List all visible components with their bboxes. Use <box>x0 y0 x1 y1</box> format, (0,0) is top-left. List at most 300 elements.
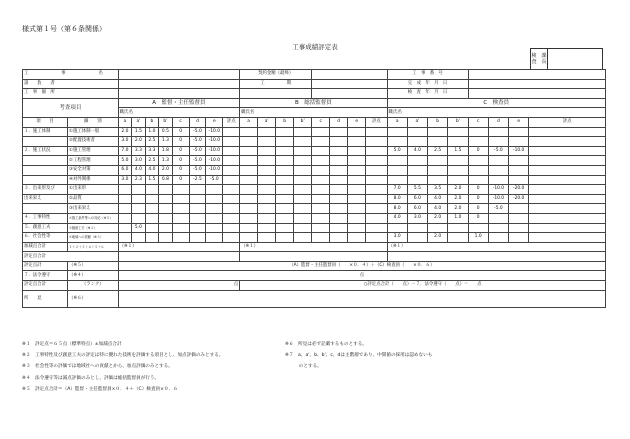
score-cell-c[interactable] <box>529 185 606 195</box>
score-cell-b[interactable] <box>348 175 366 185</box>
score-cell-b[interactable] <box>276 127 294 137</box>
score-cell-c[interactable]: 0 <box>468 146 488 156</box>
score-cell-c[interactable]: 2.0 <box>428 213 448 223</box>
score-cell-b[interactable] <box>312 213 330 223</box>
score-cell-a[interactable]: -5.0 <box>206 175 223 185</box>
score-cell-a[interactable]: 2.0 <box>159 165 173 175</box>
score-cell-b[interactable] <box>276 194 294 204</box>
score-cell-c[interactable]: -5.0 <box>488 146 508 156</box>
score-cell-b[interactable] <box>294 127 312 137</box>
score-cell-a[interactable]: 0 <box>172 137 189 147</box>
score-cell-b[interactable] <box>330 156 348 166</box>
score-cell-a[interactable]: 5.0 <box>132 223 146 233</box>
score-cell-c[interactable] <box>387 223 407 233</box>
score-cell-a[interactable] <box>145 194 159 204</box>
score-cell-c[interactable]: 0 <box>468 213 488 223</box>
group-b-shokuin[interactable]: 職氏名 <box>240 108 387 118</box>
score-cell-c[interactable]: 6.0 <box>407 194 427 204</box>
score-cell-c[interactable]: 2.0 <box>448 185 468 195</box>
score-cell-b[interactable] <box>240 175 258 185</box>
score-cell-c[interactable] <box>448 233 468 243</box>
score-cell-a[interactable]: 2.0 <box>118 127 132 137</box>
score-cell-c[interactable] <box>428 156 448 166</box>
score-cell-c[interactable]: 4.0 <box>428 204 448 214</box>
hosei-value[interactable]: 点 <box>118 271 605 281</box>
score-cell-a[interactable]: 3.3 <box>145 146 159 156</box>
score-cell-a[interactable]: 7.0 <box>118 146 132 156</box>
score-cell-c[interactable] <box>529 204 606 214</box>
score-cell-c[interactable] <box>529 175 606 185</box>
score-cell-b[interactable] <box>348 213 366 223</box>
value-koji-bango[interactable] <box>468 70 605 80</box>
score-cell-c[interactable] <box>529 156 606 166</box>
score-cell-c[interactable] <box>468 175 488 185</box>
score-cell-a[interactable] <box>206 194 223 204</box>
score-cell-a[interactable] <box>159 185 173 195</box>
score-cell-b[interactable] <box>312 146 330 156</box>
score-cell-c[interactable]: -10.0 <box>488 185 508 195</box>
score-cell-b[interactable] <box>276 213 294 223</box>
score-cell-b[interactable] <box>312 156 330 166</box>
score-cell-b[interactable] <box>294 146 312 156</box>
score-cell-a[interactable] <box>189 223 206 233</box>
score-cell-a[interactable]: 2.0 <box>132 137 146 147</box>
score-cell-c[interactable]: -10.0 <box>509 146 529 156</box>
score-cell-b[interactable] <box>294 185 312 195</box>
score-cell-b[interactable] <box>240 127 258 137</box>
score-cell-a[interactable]: 2.5 <box>145 137 159 147</box>
score-cell-b[interactable] <box>366 137 387 147</box>
kasan-a[interactable]: （※１） <box>118 242 240 252</box>
score-cell-b[interactable] <box>240 185 258 195</box>
score-cell-b[interactable] <box>276 137 294 147</box>
score-cell-c[interactable] <box>488 127 508 137</box>
score-cell-c[interactable] <box>407 175 427 185</box>
score-cell-a[interactable]: 1.8 <box>159 146 173 156</box>
score-cell-b[interactable] <box>348 185 366 195</box>
score-cell-b[interactable] <box>312 204 330 214</box>
kasan-c[interactable]: （※１） <box>387 242 605 252</box>
score-cell-a[interactable] <box>132 185 146 195</box>
score-cell-c[interactable] <box>428 223 448 233</box>
score-cell-a[interactable]: 0 <box>172 175 189 185</box>
score-cell-a[interactable] <box>145 213 159 223</box>
score-cell-b[interactable] <box>258 213 276 223</box>
score-cell-a[interactable]: 1.5 <box>145 175 159 185</box>
score-cell-a[interactable] <box>189 204 206 214</box>
approval-stamp-area[interactable] <box>548 49 603 70</box>
score-cell-a[interactable]: 0.5 <box>159 127 173 137</box>
score-cell-c[interactable] <box>387 127 407 137</box>
score-cell-b[interactable] <box>294 213 312 223</box>
score-cell-a[interactable] <box>223 175 240 185</box>
score-cell-c[interactable] <box>468 127 488 137</box>
score-cell-b[interactable] <box>312 233 330 243</box>
value-kensa[interactable] <box>468 89 605 99</box>
score-cell-b[interactable] <box>312 175 330 185</box>
score-cell-a[interactable]: -5.0 <box>189 127 206 137</box>
score-cell-c[interactable] <box>529 146 606 156</box>
score-cell-b[interactable] <box>330 146 348 156</box>
score-cell-b[interactable] <box>330 223 348 233</box>
score-cell-a[interactable] <box>118 223 132 233</box>
score-cell-b[interactable] <box>330 204 348 214</box>
score-cell-c[interactable] <box>468 137 488 147</box>
score-cell-c[interactable] <box>448 137 468 147</box>
score-cell-b[interactable] <box>258 233 276 243</box>
score-cell-a[interactable]: -10.0 <box>206 137 223 147</box>
total-value[interactable]: 点 <box>118 281 240 291</box>
score-cell-a[interactable] <box>206 223 223 233</box>
score-cell-a[interactable] <box>223 165 240 175</box>
score-cell-c[interactable] <box>509 165 529 175</box>
score-cell-b[interactable] <box>240 137 258 147</box>
score-cell-a[interactable]: -10.0 <box>206 165 223 175</box>
score-cell-b[interactable] <box>276 175 294 185</box>
score-cell-c[interactable]: 5.0 <box>387 146 407 156</box>
score-cell-a[interactable] <box>223 146 240 156</box>
score-cell-b[interactable] <box>348 233 366 243</box>
score-cell-a[interactable] <box>206 204 223 214</box>
score-cell-a[interactable] <box>118 185 132 195</box>
score-cell-a[interactable]: 1.5 <box>132 127 146 137</box>
score-cell-c[interactable] <box>488 233 508 243</box>
score-cell-b[interactable] <box>330 233 348 243</box>
score-cell-c[interactable] <box>509 213 529 223</box>
score-cell-c[interactable]: 3.0 <box>407 213 427 223</box>
score-cell-b[interactable] <box>258 137 276 147</box>
score-cell-a[interactable] <box>145 204 159 214</box>
score-cell-c[interactable]: 0 <box>468 204 488 214</box>
score-cell-c[interactable]: 6.0 <box>407 204 427 214</box>
value-koki[interactable] <box>312 79 387 89</box>
score-cell-c[interactable] <box>387 156 407 166</box>
score-cell-c[interactable] <box>448 165 468 175</box>
score-cell-c[interactable] <box>509 156 529 166</box>
score-cell-a[interactable] <box>118 213 132 223</box>
score-cell-a[interactable]: -5.0 <box>189 137 206 147</box>
score-cell-a[interactable] <box>118 194 132 204</box>
score-cell-b[interactable] <box>294 233 312 243</box>
score-cell-b[interactable] <box>366 146 387 156</box>
score-cell-a[interactable] <box>223 185 240 195</box>
score-cell-b[interactable] <box>276 185 294 195</box>
value-kansei[interactable] <box>468 79 605 89</box>
score-cell-a[interactable]: -10.0 <box>206 156 223 166</box>
score-cell-c[interactable] <box>407 137 427 147</box>
score-cell-a[interactable] <box>172 233 189 243</box>
score-cell-b[interactable] <box>276 156 294 166</box>
score-cell-c[interactable] <box>448 127 468 137</box>
score-cell-c[interactable]: 2.0 <box>448 194 468 204</box>
score-cell-c[interactable] <box>468 156 488 166</box>
score-cell-a[interactable] <box>118 233 132 243</box>
score-cell-a[interactable]: 4.0 <box>145 165 159 175</box>
score-cell-c[interactable] <box>407 233 427 243</box>
score-cell-a[interactable]: 1.3 <box>159 137 173 147</box>
score-cell-c[interactable] <box>488 213 508 223</box>
score-cell-b[interactable] <box>240 146 258 156</box>
score-cell-c[interactable] <box>529 165 606 175</box>
score-cell-c[interactable]: 4.0 <box>407 146 427 156</box>
score-cell-b[interactable] <box>366 204 387 214</box>
score-cell-b[interactable] <box>348 165 366 175</box>
score-cell-a[interactable]: 0 <box>172 127 189 137</box>
score-cell-c[interactable]: -20.0 <box>509 185 529 195</box>
score-cell-b[interactable] <box>240 223 258 233</box>
score-cell-a[interactable] <box>172 213 189 223</box>
score-cell-a[interactable]: 0.8 <box>159 175 173 185</box>
score-cell-b[interactable] <box>312 223 330 233</box>
score-cell-b[interactable] <box>294 137 312 147</box>
score-cell-a[interactable] <box>159 194 173 204</box>
score-cell-c[interactable] <box>529 137 606 147</box>
score-cell-b[interactable] <box>348 146 366 156</box>
score-cell-a[interactable]: -10.0 <box>206 146 223 156</box>
score-cell-b[interactable] <box>366 185 387 195</box>
score-cell-c[interactable]: 3.5 <box>428 185 448 195</box>
score-cell-a[interactable] <box>132 213 146 223</box>
score-cell-a[interactable] <box>206 213 223 223</box>
score-cell-a[interactable] <box>159 213 173 223</box>
score-cell-c[interactable] <box>448 156 468 166</box>
score-cell-a[interactable] <box>189 194 206 204</box>
score-cell-a[interactable] <box>159 204 173 214</box>
score-cell-b[interactable] <box>240 213 258 223</box>
score-cell-b[interactable] <box>258 165 276 175</box>
score-cell-b[interactable] <box>258 175 276 185</box>
score-cell-a[interactable]: 0 <box>172 146 189 156</box>
score-cell-a[interactable] <box>223 156 240 166</box>
score-cell-c[interactable] <box>509 175 529 185</box>
score-cell-b[interactable] <box>258 185 276 195</box>
score-cell-b[interactable] <box>348 156 366 166</box>
score-cell-a[interactable]: 3.3 <box>132 146 146 156</box>
score-cell-c[interactable] <box>428 165 448 175</box>
score-cell-c[interactable] <box>407 127 427 137</box>
score-cell-c[interactable]: 3.0 <box>387 233 407 243</box>
score-cell-a[interactable] <box>172 204 189 214</box>
score-cell-b[interactable] <box>330 165 348 175</box>
score-cell-b[interactable] <box>312 165 330 175</box>
score-cell-b[interactable] <box>330 175 348 185</box>
group-c-shokuin[interactable]: 職氏名 <box>387 108 605 118</box>
score-cell-a[interactable] <box>132 204 146 214</box>
score-cell-c[interactable]: 0 <box>468 194 488 204</box>
score-cell-c[interactable] <box>509 137 529 147</box>
score-cell-a[interactable]: 0 <box>172 165 189 175</box>
score-cell-b[interactable] <box>366 156 387 166</box>
score-cell-a[interactable]: 2.5 <box>145 156 159 166</box>
score-cell-c[interactable] <box>407 165 427 175</box>
score-cell-c[interactable] <box>387 137 407 147</box>
score-cell-a[interactable] <box>118 204 132 214</box>
score-cell-c[interactable] <box>488 137 508 147</box>
score-cell-a[interactable] <box>223 213 240 223</box>
score-cell-a[interactable]: 3.0 <box>118 137 132 147</box>
score-cell-c[interactable] <box>468 165 488 175</box>
score-cell-b[interactable] <box>348 204 366 214</box>
score-cell-a[interactable]: -2.5 <box>189 175 206 185</box>
score-cell-a[interactable] <box>172 185 189 195</box>
score-cell-c[interactable]: 4.0 <box>428 194 448 204</box>
score-cell-a[interactable]: 5.0 <box>118 156 132 166</box>
score-cell-b[interactable] <box>258 204 276 214</box>
score-cell-a[interactable] <box>132 233 146 243</box>
score-cell-c[interactable] <box>387 175 407 185</box>
score-cell-b[interactable] <box>294 165 312 175</box>
score-cell-b[interactable] <box>240 156 258 166</box>
score-cell-a[interactable]: 3.0 <box>132 156 146 166</box>
score-cell-a[interactable] <box>189 233 206 243</box>
score-cell-a[interactable] <box>206 233 223 243</box>
score-cell-c[interactable] <box>529 233 606 243</box>
score-cell-c[interactable] <box>407 156 427 166</box>
score-cell-b[interactable] <box>240 194 258 204</box>
score-cell-b[interactable] <box>240 233 258 243</box>
score-cell-c[interactable] <box>488 156 508 166</box>
score-cell-a[interactable] <box>145 223 159 233</box>
shoken-input[interactable] <box>118 290 605 307</box>
score-cell-b[interactable] <box>294 194 312 204</box>
score-cell-c[interactable] <box>428 127 448 137</box>
score-cell-a[interactable]: -5.0 <box>189 156 206 166</box>
score-cell-b[interactable] <box>276 204 294 214</box>
score-cell-c[interactable] <box>448 175 468 185</box>
score-cell-c[interactable]: -10.0 <box>488 194 508 204</box>
value-koji-mei[interactable] <box>118 70 240 80</box>
score-cell-c[interactable]: 8.0 <box>387 204 407 214</box>
score-cell-c[interactable] <box>529 223 606 233</box>
value-ukeoisha[interactable] <box>118 79 240 89</box>
score-cell-a[interactable] <box>172 194 189 204</box>
score-cell-c[interactable] <box>448 223 468 233</box>
score-cell-a[interactable]: -5.0 <box>189 146 206 156</box>
score-cell-b[interactable] <box>294 204 312 214</box>
score-cell-c[interactable]: 5.5 <box>407 185 427 195</box>
score-cell-a[interactable] <box>159 233 173 243</box>
score-cell-a[interactable] <box>223 137 240 147</box>
score-cell-a[interactable] <box>145 233 159 243</box>
score-cell-c[interactable] <box>529 127 606 137</box>
value-koji-kasho-ext[interactable] <box>240 89 312 99</box>
score-cell-c[interactable] <box>428 137 448 147</box>
score-cell-a[interactable]: 4.0 <box>132 165 146 175</box>
score-cell-b[interactable] <box>258 156 276 166</box>
score-cell-b[interactable] <box>366 127 387 137</box>
score-cell-c[interactable]: 2.5 <box>428 146 448 156</box>
score-cell-b[interactable] <box>366 175 387 185</box>
score-cell-b[interactable] <box>348 137 366 147</box>
score-cell-b[interactable] <box>294 223 312 233</box>
score-cell-c[interactable]: 7.0 <box>387 185 407 195</box>
score-cell-b[interactable] <box>366 233 387 243</box>
score-cell-c[interactable]: 4.0 <box>387 213 407 223</box>
score-cell-a[interactable] <box>223 223 240 233</box>
score-cell-a[interactable] <box>172 223 189 233</box>
score-cell-c[interactable] <box>509 204 529 214</box>
score-cell-c[interactable] <box>428 175 448 185</box>
score-cell-b[interactable] <box>366 194 387 204</box>
score-cell-a[interactable] <box>223 233 240 243</box>
score-cell-b[interactable] <box>330 127 348 137</box>
score-cell-a[interactable] <box>206 185 223 195</box>
score-cell-c[interactable]: 2.0 <box>448 204 468 214</box>
score-cell-b[interactable] <box>312 127 330 137</box>
score-cell-c[interactable] <box>529 213 606 223</box>
score-cell-a[interactable] <box>223 194 240 204</box>
score-cell-c[interactable]: 1.0 <box>448 213 468 223</box>
score-cell-a[interactable]: 1.0 <box>145 127 159 137</box>
value-keiyaku-kingaku[interactable] <box>312 70 387 80</box>
score-cell-c[interactable] <box>387 165 407 175</box>
score-cell-b[interactable] <box>348 223 366 233</box>
score-cell-c[interactable] <box>509 223 529 233</box>
score-cell-b[interactable] <box>276 165 294 175</box>
score-cell-c[interactable] <box>407 223 427 233</box>
hyotei-a[interactable] <box>118 252 240 262</box>
score-cell-a[interactable]: 3.0 <box>118 175 132 185</box>
score-cell-c[interactable] <box>529 194 606 204</box>
score-cell-a[interactable] <box>189 185 206 195</box>
score-cell-a[interactable] <box>132 194 146 204</box>
score-cell-c[interactable]: -20.0 <box>509 194 529 204</box>
score-cell-a[interactable]: 0 <box>172 156 189 166</box>
score-cell-b[interactable] <box>240 204 258 214</box>
group-a-shokuin[interactable]: 職氏名 <box>118 108 240 118</box>
score-cell-b[interactable] <box>348 127 366 137</box>
score-cell-b[interactable] <box>312 185 330 195</box>
hyotei-b[interactable] <box>240 252 387 262</box>
score-cell-b[interactable] <box>366 165 387 175</box>
score-cell-a[interactable]: 1.3 <box>159 156 173 166</box>
score-cell-c[interactable] <box>509 127 529 137</box>
score-cell-b[interactable] <box>258 194 276 204</box>
score-cell-c[interactable] <box>488 165 508 175</box>
value-koji-kasho[interactable] <box>118 89 240 99</box>
score-cell-b[interactable] <box>276 223 294 233</box>
score-cell-c[interactable] <box>468 223 488 233</box>
score-cell-a[interactable]: -10.0 <box>206 127 223 137</box>
score-cell-b[interactable] <box>258 146 276 156</box>
score-cell-b[interactable] <box>258 223 276 233</box>
score-cell-a[interactable]: 6.0 <box>118 165 132 175</box>
score-cell-b[interactable] <box>330 194 348 204</box>
score-cell-b[interactable] <box>276 233 294 243</box>
score-cell-a[interactable] <box>189 213 206 223</box>
hyotei-c[interactable] <box>387 252 605 262</box>
score-cell-b[interactable] <box>258 127 276 137</box>
score-cell-a[interactable]: 2.3 <box>132 175 146 185</box>
score-cell-a[interactable]: -5.0 <box>189 165 206 175</box>
score-cell-c[interactable] <box>488 223 508 233</box>
score-cell-a[interactable] <box>145 185 159 195</box>
score-cell-c[interactable]: 8.0 <box>387 194 407 204</box>
score-cell-a[interactable] <box>223 204 240 214</box>
score-cell-b[interactable] <box>312 137 330 147</box>
score-cell-a[interactable] <box>159 223 173 233</box>
score-cell-b[interactable] <box>294 175 312 185</box>
kasan-b[interactable]: （※１） <box>240 242 387 252</box>
score-cell-b[interactable] <box>312 194 330 204</box>
score-cell-a[interactable] <box>223 127 240 137</box>
score-cell-b[interactable] <box>330 185 348 195</box>
score-cell-b[interactable] <box>330 137 348 147</box>
score-cell-c[interactable] <box>488 175 508 185</box>
score-cell-b[interactable] <box>330 213 348 223</box>
score-cell-c[interactable]: 1.5 <box>448 146 468 156</box>
score-cell-b[interactable] <box>294 156 312 166</box>
